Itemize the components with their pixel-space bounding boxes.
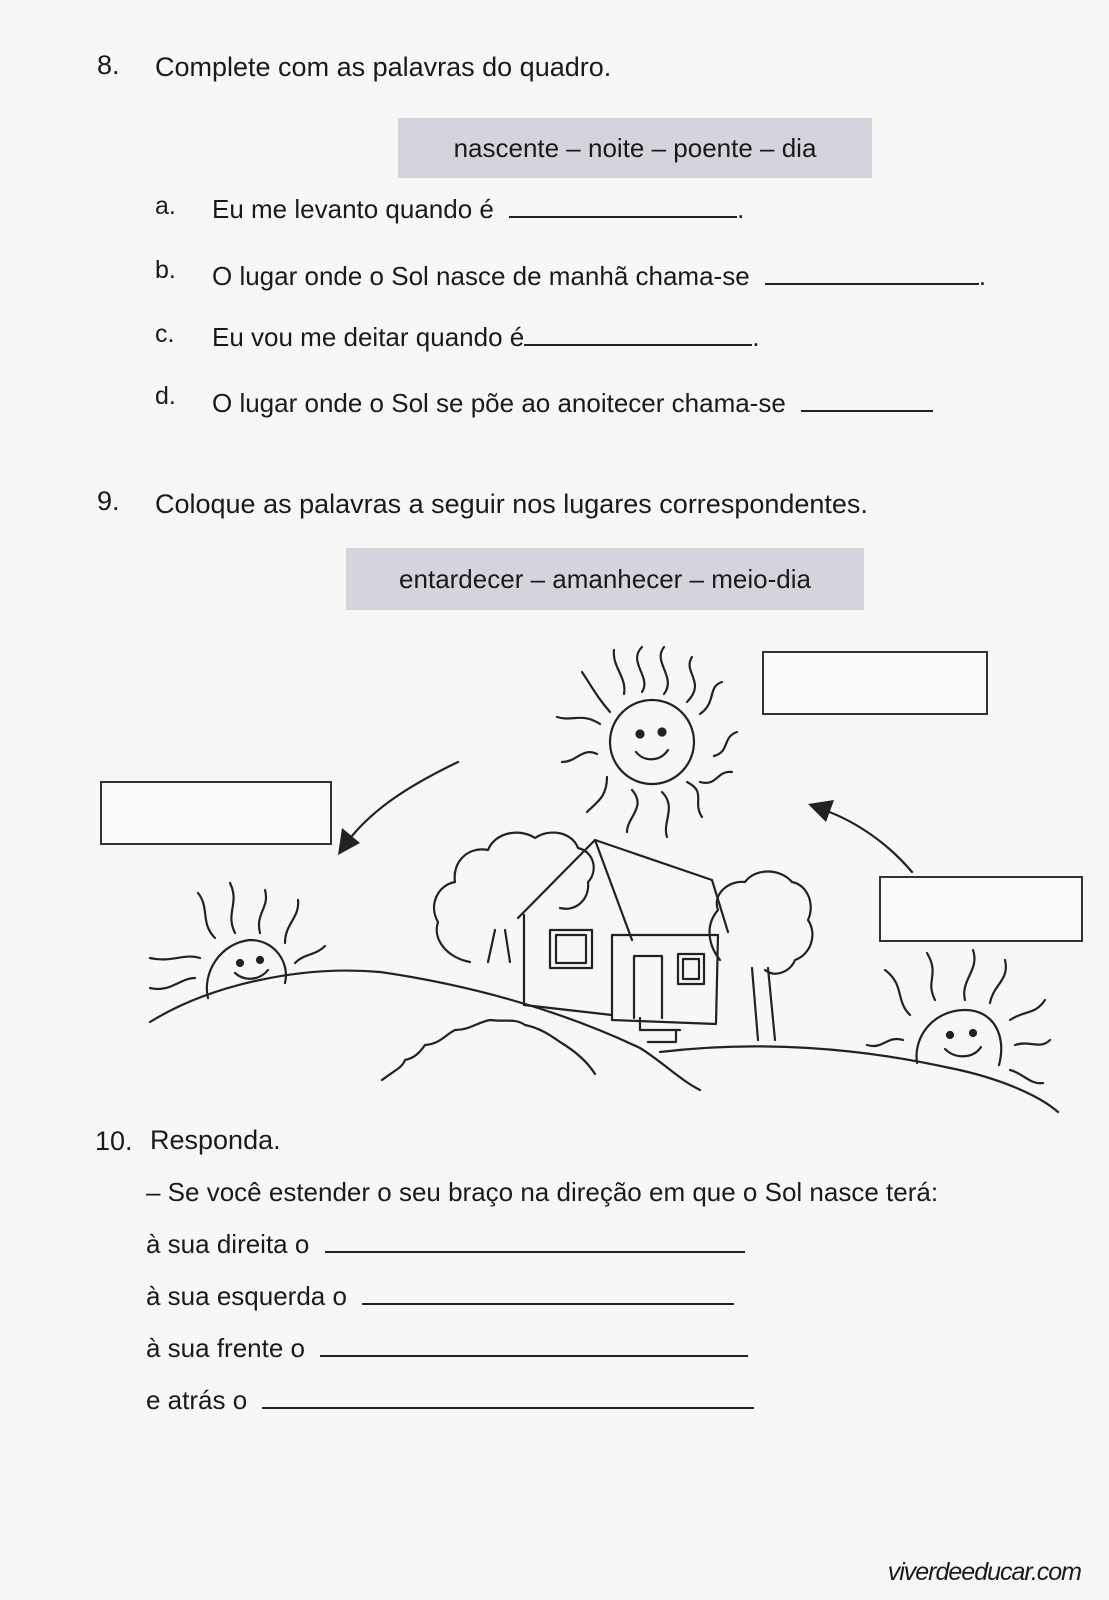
- q8-item-d-blank[interactable]: [801, 410, 933, 412]
- q10-line-back-label: e atrás o: [146, 1385, 248, 1415]
- noon-sun: [557, 647, 737, 837]
- q10-line-right-label: à sua direita o: [146, 1229, 310, 1259]
- q10-line-left-blank[interactable]: [362, 1303, 734, 1305]
- right-tree-trunk: [752, 968, 775, 1040]
- left-tree-trunk: [488, 930, 510, 962]
- q8-item-b-end: .: [978, 261, 987, 291]
- q8-item-c-text: Eu vou me deitar quando é: [212, 322, 525, 352]
- q10-line-back-blank[interactable]: [262, 1407, 754, 1409]
- q8-word-box: [398, 118, 872, 178]
- q10-line-left-label: à sua esquerda o: [146, 1281, 347, 1311]
- right-hill: [660, 1046, 1058, 1112]
- left-tree-canopy: [434, 833, 594, 962]
- q9-word-box: [346, 548, 864, 610]
- house-roof-edge: [595, 840, 632, 940]
- q8-item-a-blank[interactable]: [509, 216, 737, 218]
- q8-item-b-letter: b.: [155, 256, 176, 284]
- q8-word-box-text: nascente – noite – poente – dia: [453, 132, 817, 163]
- q8-item-a-letter: a.: [155, 192, 176, 220]
- q9-word-box-text: entardecer – amanhecer – meio-dia: [399, 563, 811, 594]
- house-door: [634, 956, 662, 1018]
- q10-number: 10.: [95, 1126, 133, 1156]
- q10-line-front-label: à sua frente o: [146, 1333, 305, 1363]
- q8-item-d-letter: d.: [155, 382, 176, 410]
- q8-number: 8.: [97, 50, 120, 80]
- q8-item-d: [212, 388, 933, 419]
- q10-line-front-blank[interactable]: [320, 1355, 748, 1357]
- q8-item-d-text: O lugar onde o Sol se põe ao anoitecer chama-se: [212, 388, 786, 418]
- q9-number: 9.: [97, 486, 120, 516]
- q8-item-b-text: O lugar onde o Sol nasce de manhã chama-se: [212, 261, 750, 291]
- q8-instruction: Complete com as palavras do quadro.: [155, 52, 612, 82]
- sunset-sun-left: [150, 883, 325, 998]
- q10-line-front: [146, 1333, 748, 1364]
- q8-item-b: [212, 261, 986, 292]
- q9-instruction: Coloque as palavras a seguir nos lugares correspondentes.: [155, 489, 868, 519]
- q10-line-right: [146, 1229, 745, 1260]
- answer-box-noon[interactable]: [762, 651, 988, 715]
- house-window-left-inner: [556, 935, 586, 963]
- q10-line-left: [146, 1281, 734, 1312]
- q10-line-right-blank[interactable]: [325, 1251, 745, 1253]
- sunrise-sun-right: [867, 950, 1050, 1083]
- arrow-right-curve: [818, 808, 912, 872]
- q8-item-a-text: Eu me levanto quando é: [212, 194, 494, 224]
- house-side-wall: [612, 935, 718, 1024]
- q10-line-back: [146, 1385, 754, 1416]
- arrow-right-head: [808, 800, 834, 822]
- arrow-left-curve: [345, 762, 458, 845]
- q8-item-c: [212, 322, 759, 353]
- footer-website: viverdeeducar.com: [887, 1558, 1081, 1586]
- q10-instruction: Responda.: [150, 1125, 281, 1155]
- answer-box-sunset[interactable]: [100, 781, 332, 845]
- q8-item-c-blank[interactable]: [524, 344, 752, 346]
- left-hill: [150, 971, 700, 1090]
- q8-item-b-blank[interactable]: [765, 283, 979, 285]
- answer-box-sunrise[interactable]: [879, 876, 1083, 942]
- house-window-right-inner: [683, 959, 699, 979]
- q8-item-c-end: .: [752, 322, 760, 352]
- q8-item-a: [212, 194, 744, 225]
- q8-item-c-letter: c.: [155, 320, 175, 348]
- bush: [382, 1020, 595, 1080]
- q8-item-a-end: .: [737, 194, 745, 224]
- q10-prompt: – Se você estender o seu braço na direção em que o Sol nasce terá:: [146, 1177, 939, 1207]
